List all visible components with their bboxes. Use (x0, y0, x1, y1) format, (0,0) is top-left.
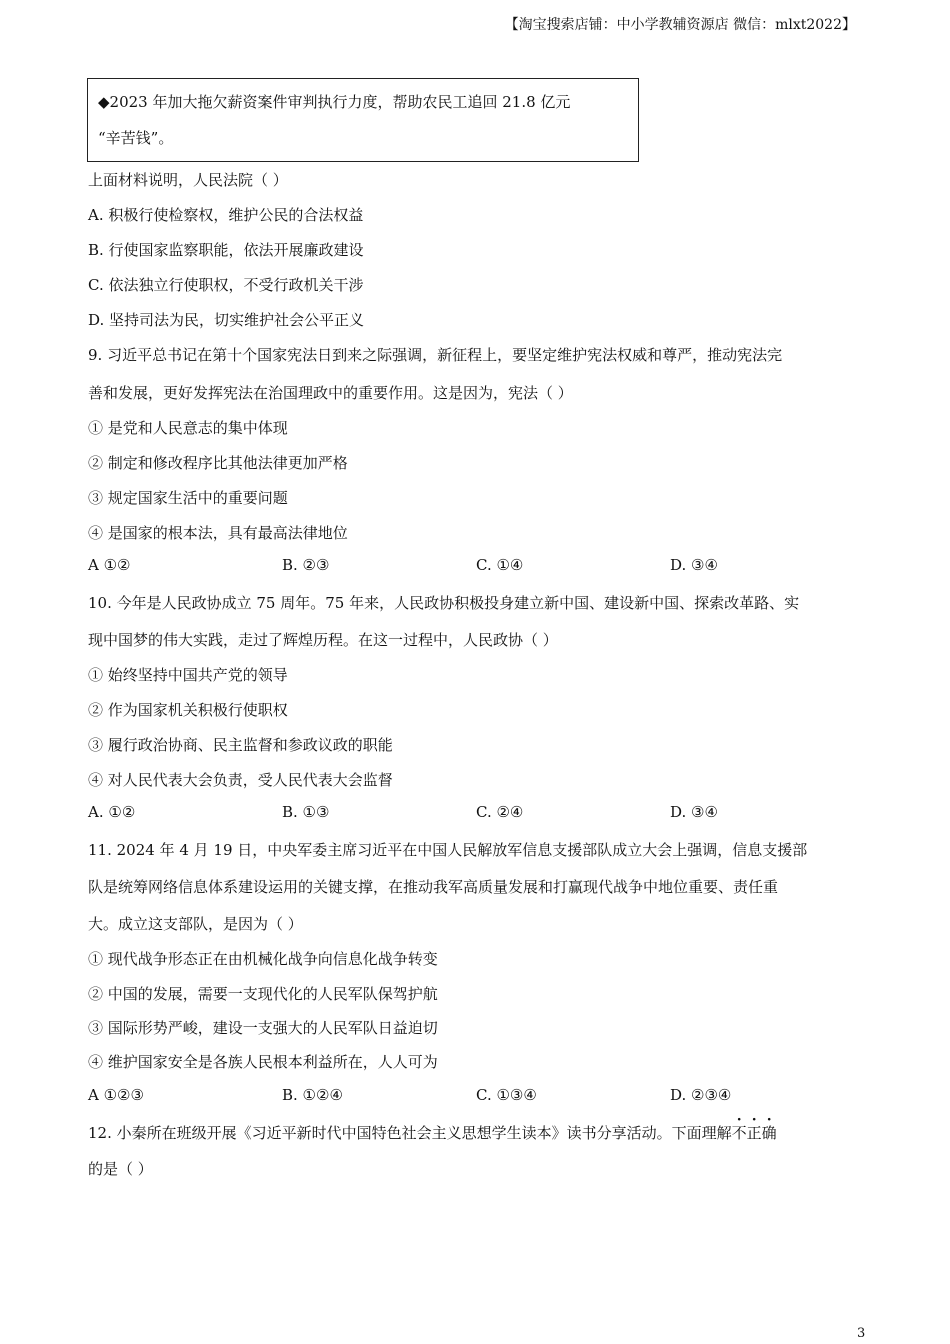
q10-stem-line-2: 现中国梦的伟大实践，走过了辉煌历程。在这一过程中，人民政协（ ） (88, 631, 558, 649)
q9-stem-line-1: 9. 习近平总书记在第十个国家宪法日到来之际强调，新征程上，要坚定维护宪法权威和尊严，推动宪法完 (88, 346, 783, 364)
q9-option-c: C. ①④ (476, 556, 524, 574)
q12-stem-line-2: 的是（ ） (88, 1160, 153, 1178)
q11-statement-3: ③ 国际形势严峻，建设一支强大的人民军队日益迫切 (88, 1019, 438, 1037)
q9-statement-2: ② 制定和修改程序比其他法律更加严格 (88, 454, 348, 472)
q10-statement-2: ② 作为国家机关积极行使职权 (88, 701, 288, 719)
q10-statement-1: ① 始终坚持中国共产党的领导 (88, 666, 288, 684)
q10-option-d: D. ③④ (670, 803, 718, 821)
q9-option-d: D. ③④ (670, 556, 718, 574)
page-number: 3 (857, 1326, 866, 1341)
q12-emphasis-text: · · · 不正确 (731, 1112, 777, 1142)
q9-statement-4: ④ 是国家的根本法，具有最高法律地位 (88, 524, 348, 542)
q8-option-b: B. 行使国家监察职能，依法开展廉政建设 (88, 241, 364, 259)
q10-statement-3: ③ 履行政治协商、民主监督和参政议政的职能 (88, 736, 393, 754)
material-box (87, 78, 639, 162)
q12-stem-line-1 (88, 1112, 777, 1143)
q9-option-a: A ①② (88, 556, 131, 574)
q8-option-a: A. 积极行使检察权，维护公民的合法权益 (88, 206, 364, 224)
q11-option-a: A ①②③ (88, 1086, 144, 1104)
q11-stem-line-3: 大。成立这支部队，是因为（ ） (88, 915, 303, 933)
q11-stem-line-2: 队是统筹网络信息体系建设运用的关键支撑，在推动我军高质量发展和打赢现代战争中地位重要、责任重 (88, 878, 779, 896)
q8-option-c: C. 依法独立行使职权，不受行政机关干涉 (88, 276, 364, 294)
q11-option-c: C. ①③④ (476, 1086, 537, 1104)
q11-statement-1: ① 现代战争形态正在由机械化战争向信息化战争转变 (88, 950, 438, 968)
q12-stem-text: 12. 小秦所在班级开展《习近平新时代中国特色社会主义思想学生读本》读书分享活动。下面理解 (88, 1124, 732, 1142)
material-line-2: “辛苦钱”。 (98, 129, 174, 147)
material-line-1: ◆2023 年加大拖欠薪资案件审判执行力度，帮助农民工追回 21.8 亿元 (98, 93, 571, 111)
q11-statement-2: ② 中国的发展，需要一支现代化的人民军队保驾护航 (88, 985, 438, 1003)
q11-stem-line-1: 11. 2024 年 4 月 19 日，中央军委主席习近平在中国人民解放军信息支援部队成立大会上强调，信息支援部 (88, 841, 808, 859)
q10-option-a: A. ①② (88, 803, 136, 821)
emphasis-dots: · · · (736, 1112, 772, 1128)
q9-statement-3: ③ 规定国家生活中的重要问题 (88, 489, 288, 507)
q11-option-b: B. ①②④ (282, 1086, 343, 1104)
q10-stem-line-1: 10. 今年是人民政协成立 75 周年。75 年来，人民政协积极投身建立新中国、建设新中国、探索改革路、实 (88, 594, 800, 612)
q8-option-d: D. 坚持司法为民，切实维护社会公平正义 (88, 311, 365, 329)
q10-option-b: B. ①③ (282, 803, 330, 821)
q11-option-d: D. ②③④ (670, 1086, 732, 1104)
q8-stem: 上面材料说明，人民法院（ ） (88, 171, 288, 189)
q10-option-c: C. ②④ (476, 803, 524, 821)
q10-statement-4: ④ 对人民代表大会负责，受人民代表大会监督 (88, 771, 393, 789)
q9-stem-line-2: 善和发展，更好发挥宪法在治国理政中的重要作用。这是因为，宪法（ ） (88, 384, 573, 402)
q9-statement-1: ① 是党和人民意志的集中体现 (88, 419, 288, 437)
page-header: 【淘宝搜索店铺：中小学教辅资源店 微信：mlxt2022】 (504, 17, 856, 33)
q11-statement-4: ④ 维护国家安全是各族人民根本利益所在，人人可为 (88, 1053, 438, 1071)
q9-option-b: B. ②③ (282, 556, 330, 574)
